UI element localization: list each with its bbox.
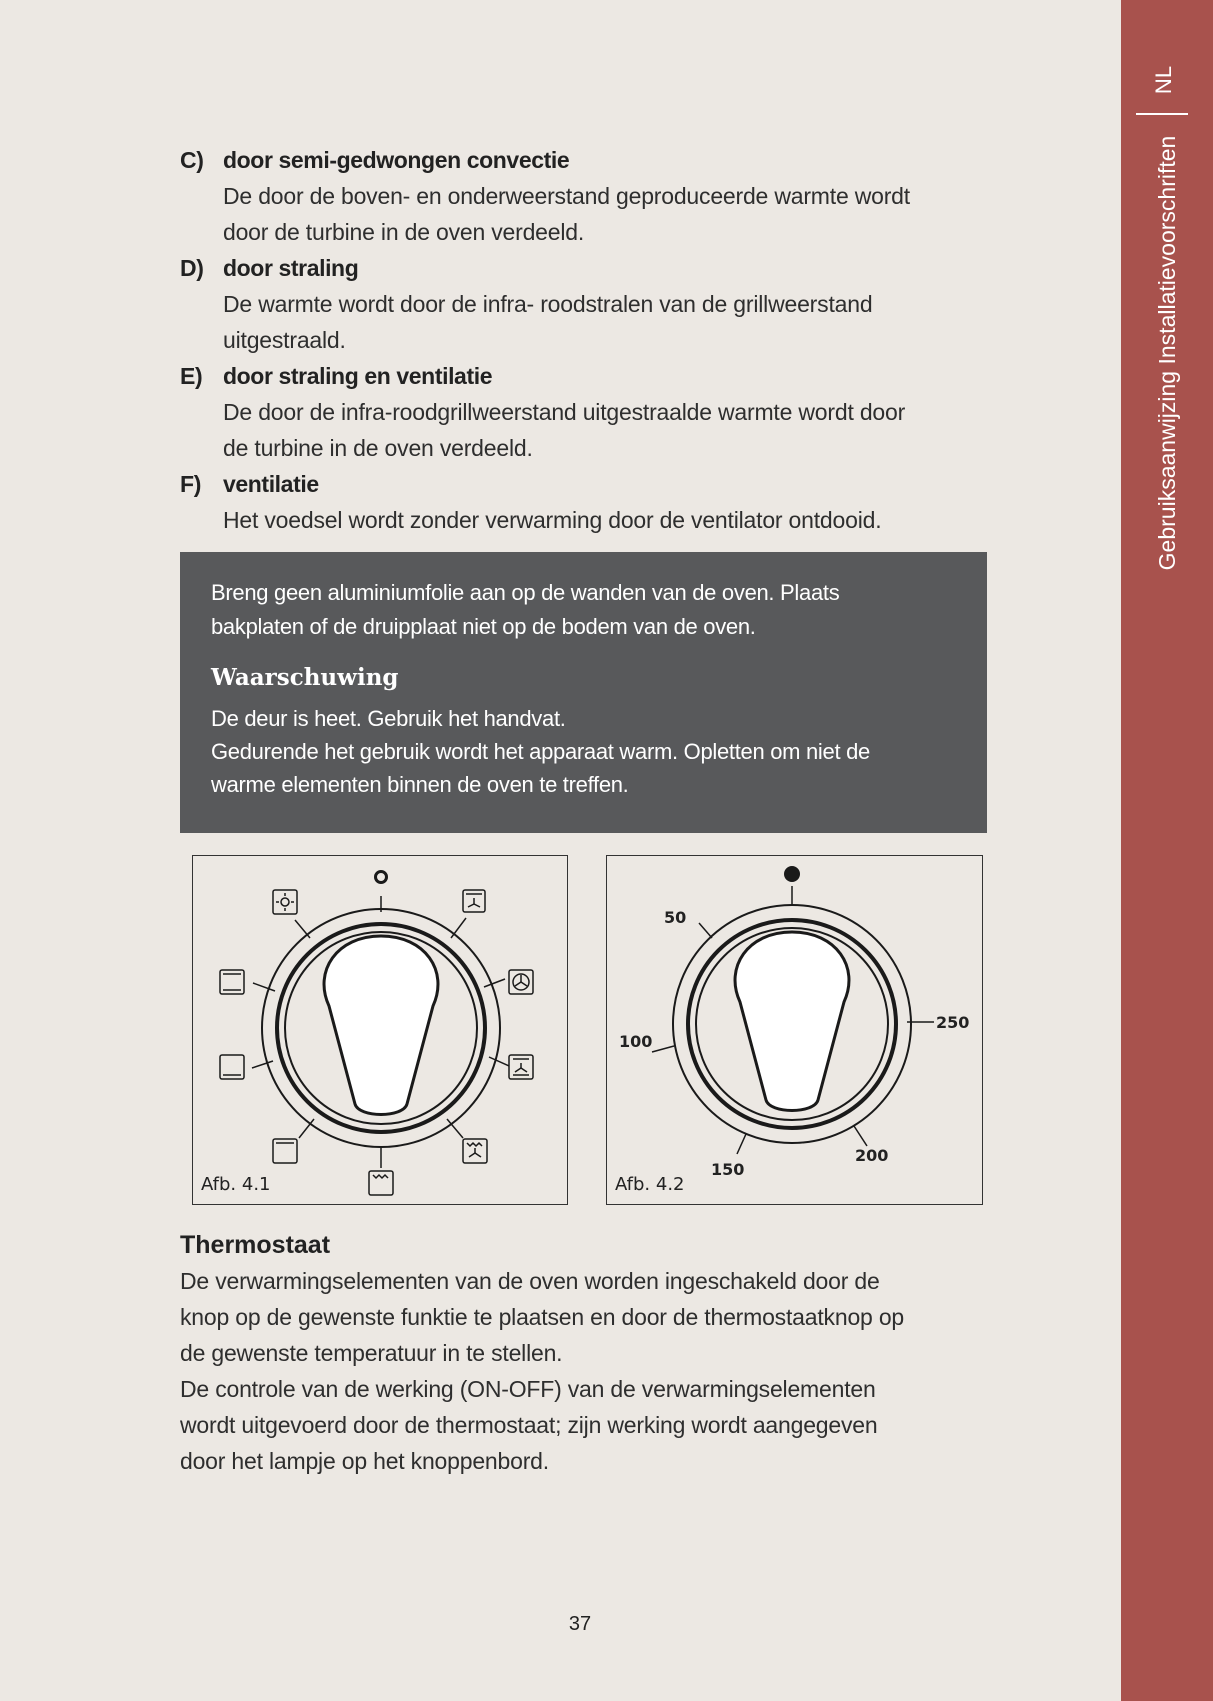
item-heading: ventilatie — [223, 471, 319, 497]
warning-line: Gedurende het gebruik wordt het apparaat warm. Opletten om niet de — [211, 739, 870, 764]
item-key: E) — [180, 363, 203, 389]
fan-bottom-icon — [509, 1055, 533, 1079]
list-item — [180, 142, 1000, 250]
grill-icon — [369, 1171, 393, 1195]
top-heat-icon — [220, 1055, 244, 1079]
list-item — [180, 358, 1000, 466]
warning-box — [180, 552, 987, 833]
side-title: Gebruiksaanwijzing Installatievoorschriften — [1154, 135, 1180, 571]
thermostat-knob-diagram — [607, 856, 984, 1206]
temp-label-100: 100 — [619, 1032, 653, 1051]
item-heading: door straling — [223, 255, 359, 281]
item-heading: door straling en ventilatie — [223, 363, 493, 389]
conventional-icon — [220, 970, 244, 994]
paragraph-line: De verwarmingselementen van de oven worden ingeschakeld door de — [180, 1268, 880, 1294]
page-number: 37 — [568, 1613, 592, 1635]
bottom-heat-icon — [273, 1139, 297, 1163]
item-text: Het voedsel wordt zonder verwarming door de ventilator ontdooid. — [223, 507, 882, 533]
temp-label-50: 50 — [664, 908, 687, 927]
temp-label-150: 150 — [711, 1160, 745, 1179]
item-key: F) — [180, 471, 202, 497]
warning-intro-line: bakplaten of de druipplaat niet op de bodem van de oven. — [211, 614, 756, 639]
paragraph-line: de gewenste temperatuur in te stellen. — [180, 1340, 563, 1366]
warning-intro — [211, 576, 961, 644]
warning-line: De deur is heet. Gebruik het handvat. — [211, 706, 566, 731]
thermostat-knob-figure — [606, 855, 983, 1205]
fan-grill-icon — [463, 1139, 487, 1163]
item-text: uitgestraald. — [223, 327, 346, 353]
item-text: De door de infra-roodgrillweerstand uitgestraalde warmte wordt door — [223, 399, 906, 425]
fan-circle-icon — [509, 970, 533, 994]
thermostat-section — [180, 1227, 1000, 1479]
indicator-dot-icon — [784, 866, 800, 882]
paragraph-line: De controle van de werking (ON-OFF) van de verwarmingselementen — [180, 1376, 876, 1402]
warning-title: Waarschuwing — [211, 664, 399, 691]
section-heading: Thermostaat — [180, 1231, 331, 1259]
function-knob-figure — [192, 855, 568, 1205]
heating-modes-list — [180, 142, 1000, 538]
item-text: De warmte wordt door de infra- roodstralen van de grillweerstand — [223, 291, 873, 317]
item-text: door de turbine in de oven verdeeld. — [223, 219, 585, 245]
function-knob-diagram — [193, 856, 569, 1206]
paragraph-line: knop op de gewenste funktie te plaatsen en door de thermostaatknop op — [180, 1304, 904, 1330]
temp-label-250: 250 — [936, 1013, 970, 1032]
warning-line: warme elementen binnen de oven te treffen. — [211, 772, 629, 797]
item-heading: door semi-gedwongen convectie — [223, 147, 570, 173]
figure-caption: Afb. 4.2 — [615, 1174, 685, 1195]
item-text: de turbine in de oven verdeeld. — [223, 435, 533, 461]
item-key: C) — [180, 147, 204, 173]
knob-grip — [735, 932, 849, 1111]
item-text: De door de boven- en onderweerstand geproduceerde warmte wordt — [223, 183, 910, 209]
fan-top-icon — [463, 890, 485, 912]
figure-caption: Afb. 4.1 — [201, 1174, 271, 1195]
list-item — [180, 250, 1000, 358]
warning-text — [211, 702, 971, 801]
temp-label-200: 200 — [855, 1146, 889, 1165]
lamp-icon — [273, 890, 297, 914]
paragraph-line: wordt uitgevoerd door de thermostaat; zijn werking wordt aangegeven — [180, 1412, 878, 1438]
off-circle-icon — [376, 872, 387, 883]
item-key: D) — [180, 255, 204, 281]
paragraph-line: door het lampje op het knoppenbord. — [180, 1448, 549, 1474]
list-item — [180, 466, 1000, 538]
language-label: NL — [1151, 65, 1176, 95]
knob-grip — [324, 936, 438, 1115]
warning-intro-line: Breng geen aluminiumfolie aan op de wanden van de oven. Plaats — [211, 580, 840, 605]
